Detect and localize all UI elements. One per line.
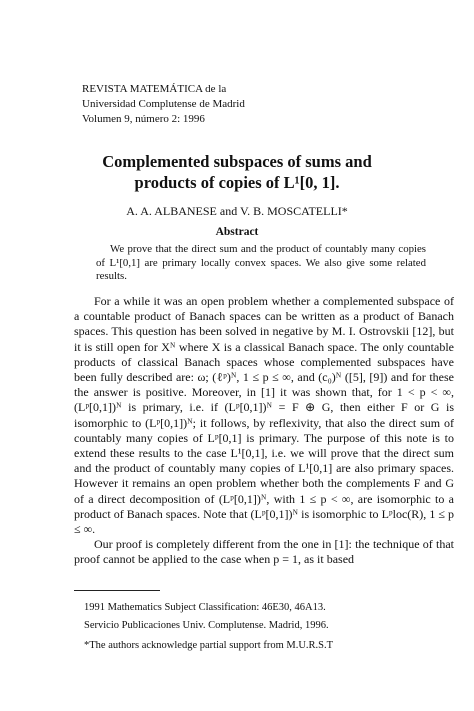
paper-title	[60, 151, 414, 193]
abstract-text: We prove that the direct sum and the product of countably many copies of L¹[0,1] are primary locally convex spaces. We also give some related results.	[96, 243, 426, 282]
title-line-2: products of copies of L¹[0, 1].	[134, 173, 340, 192]
journal-volume: Volumen 9, número 2: 1996	[82, 113, 205, 125]
journal-university: Universidad Complutense de Madrid	[82, 98, 245, 110]
body-text	[74, 294, 454, 568]
journal-name: REVISTA MATEMÁTICA de la	[82, 83, 227, 95]
footnote-support: *The authors acknowledge partial support from M.U.R.S.T	[84, 640, 334, 651]
body-paragraph-1: For a while it was an open problem whether a complemented subspace of a countable product of Banach spaces can be written as a product of Banach spaces. This question has been solved in negative by M. I. Ostrovskii [12], but it is still open for Xᴺ where X is a classical Banach space. The only countable products of classical Banach spaces whose complemented subspaces have been fully described are: ω; (ℓᵖ)ᴺ, 1 ≤ p ≤ ∞, and (c₀)ᴺ ([5], [9]) and for these the answer is positive. Moreover, in [1] it was shown that, for 1 < p < ∞, (Lᵖ[0,1])ᴺ is primary, i.e. if (Lᵖ[0,1])ᴺ = F ⊕ G, then either F or G is isomorphic to (Lᵖ[0,1])ᴺ; it follows, by reflexivity, that also the direct sum of countably many copies of Lᵖ[0,1] is primary. The purpose of this note is to extend these results to the case L¹[0,1], i.e. we will prove that the direct sum and the product of countably many copies of L¹[0,1] are also primary spaces. However it remains an open problem whether both the complements F and G of a direct decomposition of (Lᵖ[0,1])ᴺ, with 1 ≤ p < ∞, are isomorphic to a product of Banach spaces. Note that (Lᵖ[0,1])ᴺ is isomorphic to Lᵖloc(R), 1 ≤ p ≤ ∞.	[74, 294, 454, 537]
title-line-1: Complemented subspaces of sums and	[102, 152, 372, 171]
footnote-publisher: Servicio Publicaciones Univ. Complutense. Madrid, 1996.	[84, 620, 329, 631]
authors: A. A. ALBANESE and V. B. MOSCATELLI*	[126, 204, 348, 218]
body-paragraph-2: Our proof is completely different from the one in [1]: the technique of that proof cannot be applied to the case when p = 1, as it based	[74, 537, 454, 567]
journal-header	[82, 82, 245, 127]
abstract-heading: Abstract	[215, 226, 259, 238]
footnote-rule	[74, 590, 160, 591]
footnote-classification: 1991 Mathematics Subject Classification: 46E30, 46A13.	[84, 602, 326, 613]
